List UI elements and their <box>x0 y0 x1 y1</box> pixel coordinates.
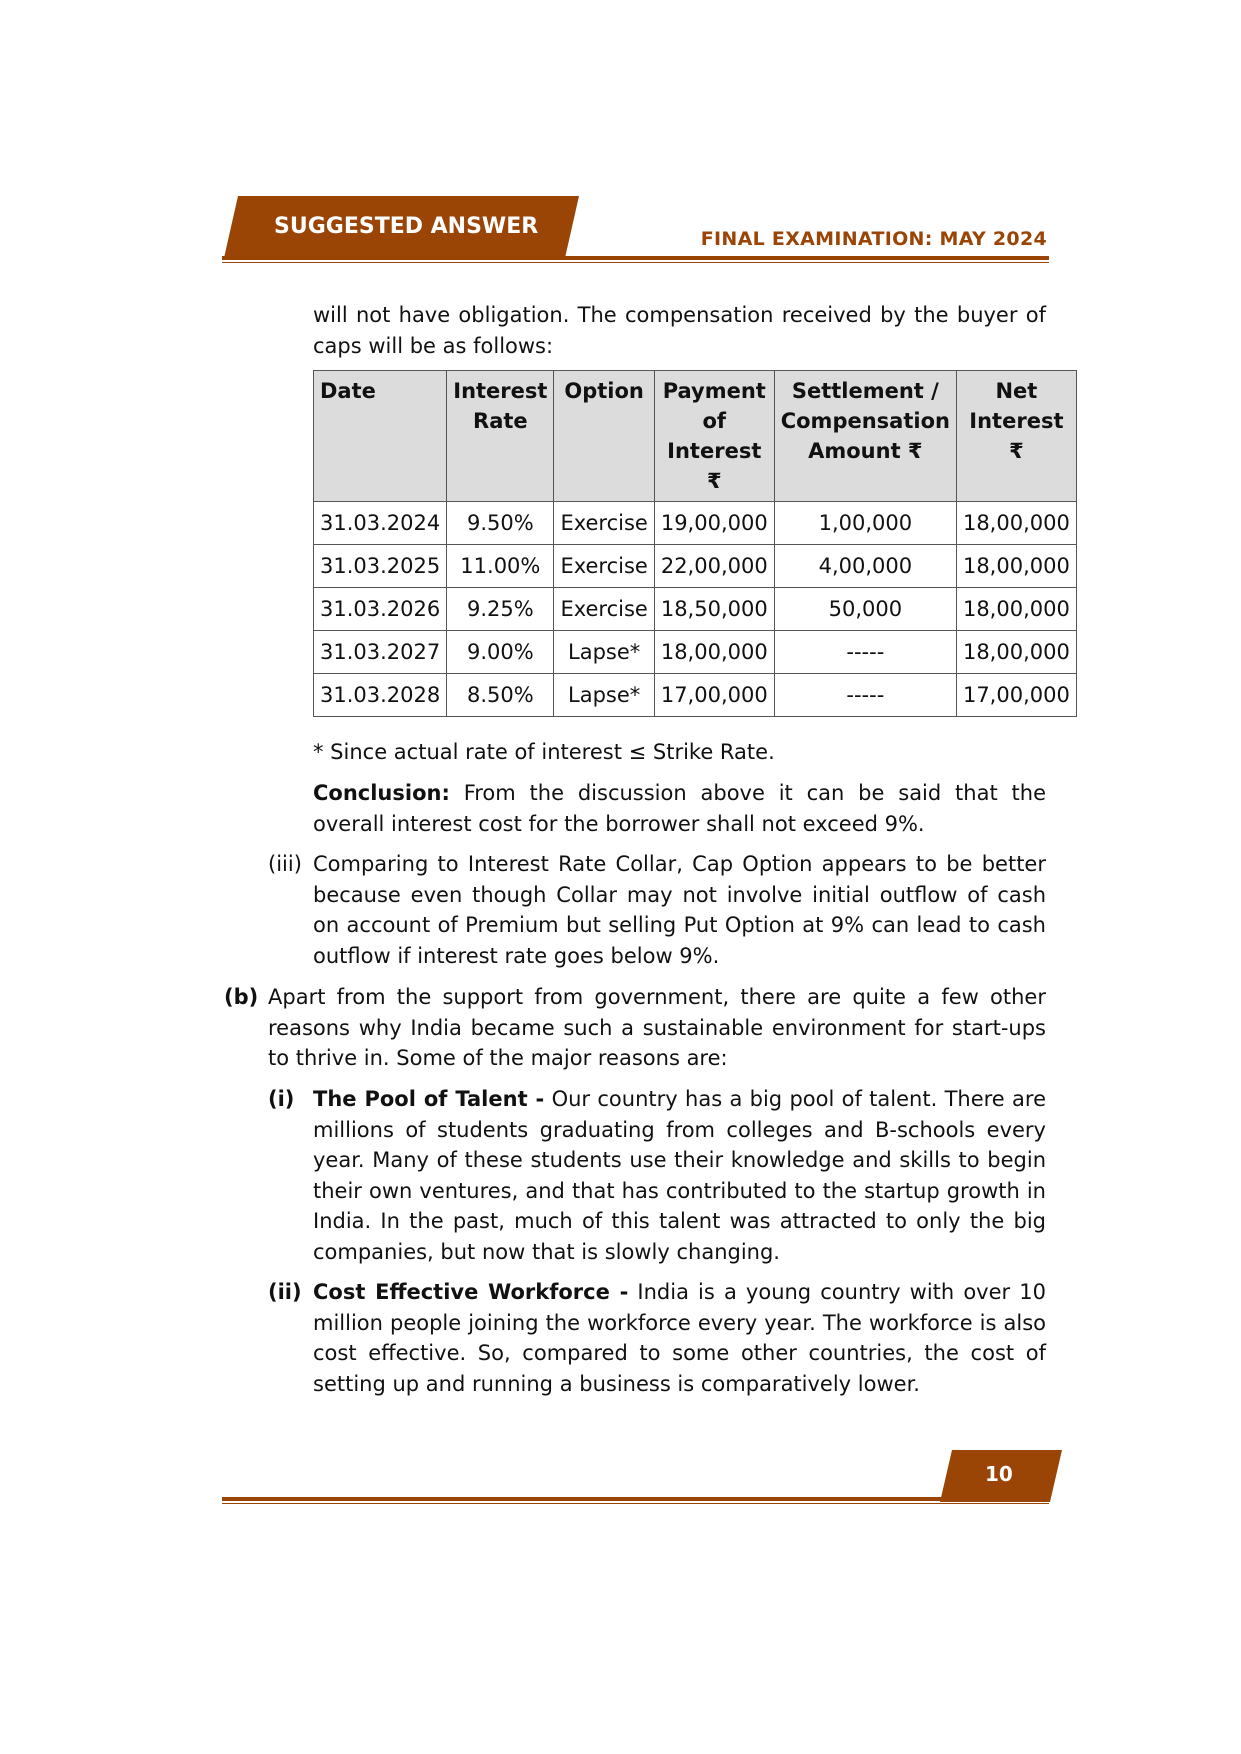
table-row <box>314 631 1077 674</box>
cell-net-interest: 18,00,000 <box>956 588 1076 631</box>
conclusion-label: Conclusion: <box>313 781 450 805</box>
cell-option: Exercise <box>554 545 654 588</box>
cell-date: 31.03.2024 <box>314 502 447 545</box>
b-item-i-marker: (i) <box>268 1087 295 1111</box>
compensation-table <box>313 370 1077 717</box>
cell-option: Exercise <box>554 502 654 545</box>
conclusion-paragraph <box>313 778 1046 839</box>
cell-option: Lapse* <box>554 631 654 674</box>
part-b-marker: (b) <box>224 985 259 1009</box>
header-net-interest: Net Interest ₹ <box>956 371 1076 502</box>
footer-rule <box>222 1497 1049 1501</box>
header-payment-of-interest: Payment of Interest ₹ <box>654 371 774 502</box>
b-item-i-paragraph <box>313 1084 1046 1267</box>
header-option: Option <box>554 371 654 502</box>
cell-date: 31.03.2025 <box>314 545 447 588</box>
header-interest-rate: Interest Rate <box>447 371 554 502</box>
table-row <box>314 588 1077 631</box>
cell-net-interest: 18,00,000 <box>956 545 1076 588</box>
header-rule <box>222 256 1049 260</box>
cell-interest-rate: 9.25% <box>447 588 554 631</box>
cell-payment: 19,00,000 <box>654 502 774 545</box>
cell-option: Lapse* <box>554 674 654 717</box>
header-rule-thin <box>222 262 1049 263</box>
exam-title: FINAL EXAMINATION: MAY 2024 <box>700 228 1047 250</box>
cell-settlement: 1,00,000 <box>774 502 956 545</box>
b-item-ii-text: India is a young country with over 10 million people joining the workforce every year. The workforce is also cost effective. So, compared to some other countries, the cost of setting up and running a business is comparatively lower. <box>313 1280 1046 1396</box>
conclusion-text: From the discussion above it can be said that the overall interest cost for the borrower shall not exceed 9%. <box>313 781 1046 836</box>
cell-interest-rate: 9.00% <box>447 631 554 674</box>
footer-rule-thin <box>222 1503 1049 1504</box>
cell-interest-rate: 9.50% <box>447 502 554 545</box>
cell-payment: 18,50,000 <box>654 588 774 631</box>
cell-payment: 18,00,000 <box>654 631 774 674</box>
table-row <box>314 545 1077 588</box>
cell-date: 31.03.2028 <box>314 674 447 717</box>
cell-payment: 22,00,000 <box>654 545 774 588</box>
cell-net-interest: 18,00,000 <box>956 502 1076 545</box>
item-iii-marker: (iii) <box>268 852 302 876</box>
cell-settlement: ----- <box>774 674 956 717</box>
header-tab-label: SUGGESTED ANSWER <box>274 214 539 239</box>
cell-payment: 17,00,000 <box>654 674 774 717</box>
cell-settlement: 50,000 <box>774 588 956 631</box>
b-item-ii-paragraph <box>313 1277 1046 1399</box>
page-number: 10 <box>985 1462 1013 1486</box>
b-item-ii-marker: (ii) <box>268 1280 302 1304</box>
cell-option: Exercise <box>554 588 654 631</box>
cell-interest-rate: 8.50% <box>447 674 554 717</box>
item-iii-text: Comparing to Interest Rate Collar, Cap Option appears to be better because even though Collar may not involve initial outflow of cash on account of Premium but selling Put Option at 9% can lead to cash outflow if interest rate goes below 9%. <box>313 852 1046 968</box>
cell-interest-rate: 11.00% <box>447 545 554 588</box>
cell-date: 31.03.2027 <box>314 631 447 674</box>
table-row <box>314 674 1077 717</box>
part-b-text: Apart from the support from government, there are quite a few other reasons why India became such a sustainable environment for start-ups to thrive in. Some of the major reasons are: <box>268 985 1046 1070</box>
b-item-i-text: Our country has a big pool of talent. There are millions of students graduating from colleges and B-schools every year. Many of these students use their knowledge and skills to begin their own ventures, and that has contributed to the startup growth in India. In the past, much of this talent was attracted to only the big companies, but now that is slowly changing. <box>313 1087 1047 1264</box>
b-item-ii-title: Cost Effective Workforce - <box>313 1280 629 1304</box>
cell-date: 31.03.2026 <box>314 588 447 631</box>
cell-settlement: 4,00,000 <box>774 545 956 588</box>
b-item-i-title: The Pool of Talent - <box>313 1087 545 1111</box>
intro-paragraph: will not have obligation. The compensation received by the buyer of caps will be as follows: <box>313 303 1046 358</box>
table-row <box>314 502 1077 545</box>
cell-settlement: ----- <box>774 631 956 674</box>
cell-net-interest: 18,00,000 <box>956 631 1076 674</box>
header-date: Date <box>314 371 447 502</box>
table-header-row <box>314 371 1077 502</box>
table-footnote: * Since actual rate of interest ≤ Strike Rate. <box>313 740 775 764</box>
cell-net-interest: 17,00,000 <box>956 674 1076 717</box>
header-settlement-amount: Settlement / Compensation Amount ₹ <box>774 371 956 502</box>
